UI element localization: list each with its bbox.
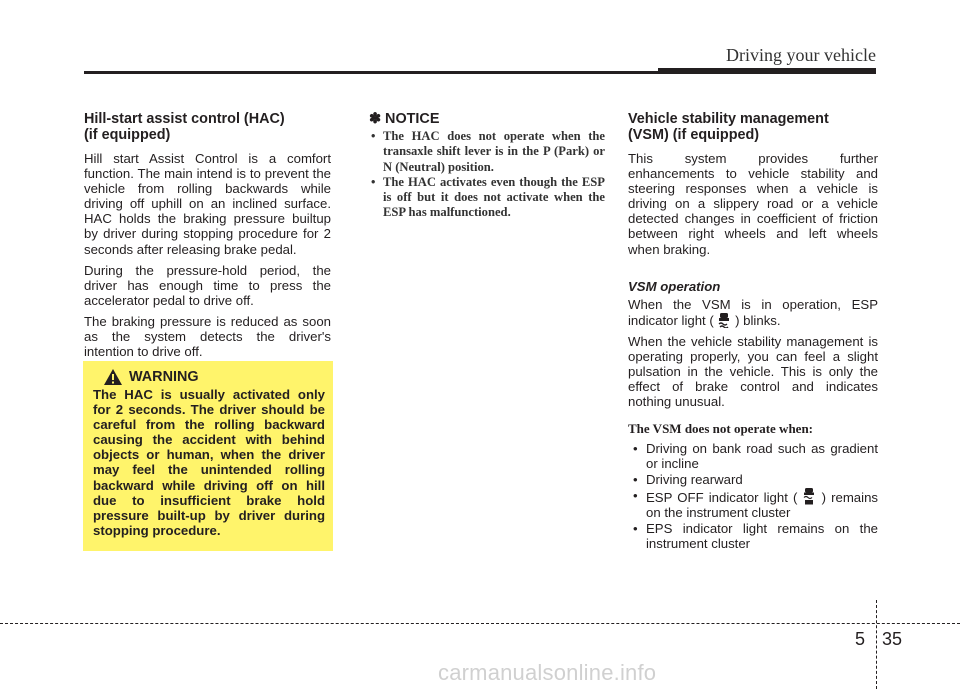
vsm-operation-heading: VSM operation: [628, 278, 721, 294]
vsm-operation-p2: When the vehicle stability management is operating properly, you can feel a slight pulsation in the vehicle. This is only the effect of brake control and indicates nothing unusual.: [628, 333, 878, 410]
page-chapter-number: 5: [855, 629, 866, 649]
hac-title: [84, 112, 331, 143]
bullet: •: [633, 471, 638, 487]
vsm-title: [628, 112, 878, 143]
header-section-title: Driving your vehicle: [726, 45, 876, 65]
vsm-title-line2: (VSM) (if equipped): [628, 126, 760, 143]
hac-paragraph: During the pressure-hold period, the driver has enough time to press the accelerator pedal to drive off.: [84, 262, 331, 308]
notice-title: ✽ NOTICE: [369, 111, 440, 127]
warning-box: [83, 361, 333, 551]
watermark: carmanualsonline.info: [438, 660, 657, 685]
vsm-intro: This system provides further enhancements to vehicle stability and steering responses when a vehicle is driving on a slippery road or a vehicle detected changes in coefficient of friction between right wheels and left wheels when braking.: [628, 151, 878, 257]
list-item-text: Driving on bank road such as gradient or incline: [646, 440, 878, 471]
vsm-not-operate-heading: The VSM does not operate when:: [628, 421, 814, 437]
page-number: 35: [882, 629, 903, 649]
list-item-text: ) remains on the instrument cluster: [646, 489, 878, 520]
list-item-text: EPS indicator light remains on the instrument cluster: [646, 520, 878, 552]
esp-indicator-icon: [717, 312, 731, 328]
bullet: •: [371, 129, 376, 144]
esp-off-indicator-icon: [802, 488, 816, 505]
vsm-operation-text: When the VSM is in operation, ESP indicator light (: [628, 296, 878, 328]
footer-divider: [876, 600, 877, 689]
list-item: [628, 472, 878, 487]
vsm-title-line1: Vehicle stability management: [628, 111, 829, 127]
hac-title-line2: (if equipped): [84, 126, 171, 143]
warning-header: [93, 368, 325, 386]
column-vsm: [628, 112, 878, 552]
vsm-conditions-list: [628, 441, 878, 552]
notice-item-text: The HAC activates even though the ESP is off but it does not activate when the ESP has malfunctioned.: [383, 174, 605, 220]
vsm-operation-text: ) blinks.: [735, 312, 781, 328]
footer-rule: [0, 623, 960, 624]
list-item-text: Driving rearward: [646, 471, 743, 487]
notice-item: [369, 129, 605, 175]
vsm-operation-p1: [628, 297, 878, 328]
column-hac: [84, 112, 331, 365]
bullet: •: [633, 520, 638, 536]
hac-paragraph: Hill start Assist Control is a comfort function. The main intend is to prevent the vehicle from rolling backwards while driving off uphill on an inclined surface. HAC holds the braking pressure builtup by driver during stopping procedure for 2 seconds after releasing brake pedal.: [84, 151, 331, 257]
list-item: [628, 488, 878, 520]
hac-title-line1: Hill-start assist control (HAC): [84, 111, 285, 127]
hac-paragraph: The braking pressure is reduced as soon as the system detects the driver's intention to drive off.: [84, 313, 331, 360]
notice-item: [369, 175, 605, 221]
list-item-text: ESP OFF indicator light (: [646, 489, 798, 505]
header-rule-accent: [658, 68, 876, 74]
warning-triangle-icon: [103, 368, 123, 386]
warning-title: WARNING: [129, 369, 199, 385]
list-item: [628, 441, 878, 471]
bullet: •: [633, 440, 638, 456]
list-item: [628, 521, 878, 551]
bullet: •: [633, 487, 638, 503]
bullet: •: [371, 174, 376, 189]
notice-item-text: The HAC does not operate when the transaxle shift lever is in the P (Park) or N (Neutral) position.: [383, 129, 605, 174]
notice-list: [369, 129, 605, 220]
warning-body: The HAC is usually activated only for 2 seconds. The driver should be careful from the rolling backward causing the accident with behind objects or human, when the driver may feel the unintended rolling backward while driving off on hill due to insufficient brake hold pressure built-up by driver during stopping procedure.: [93, 387, 325, 538]
column-notice: [369, 112, 605, 220]
